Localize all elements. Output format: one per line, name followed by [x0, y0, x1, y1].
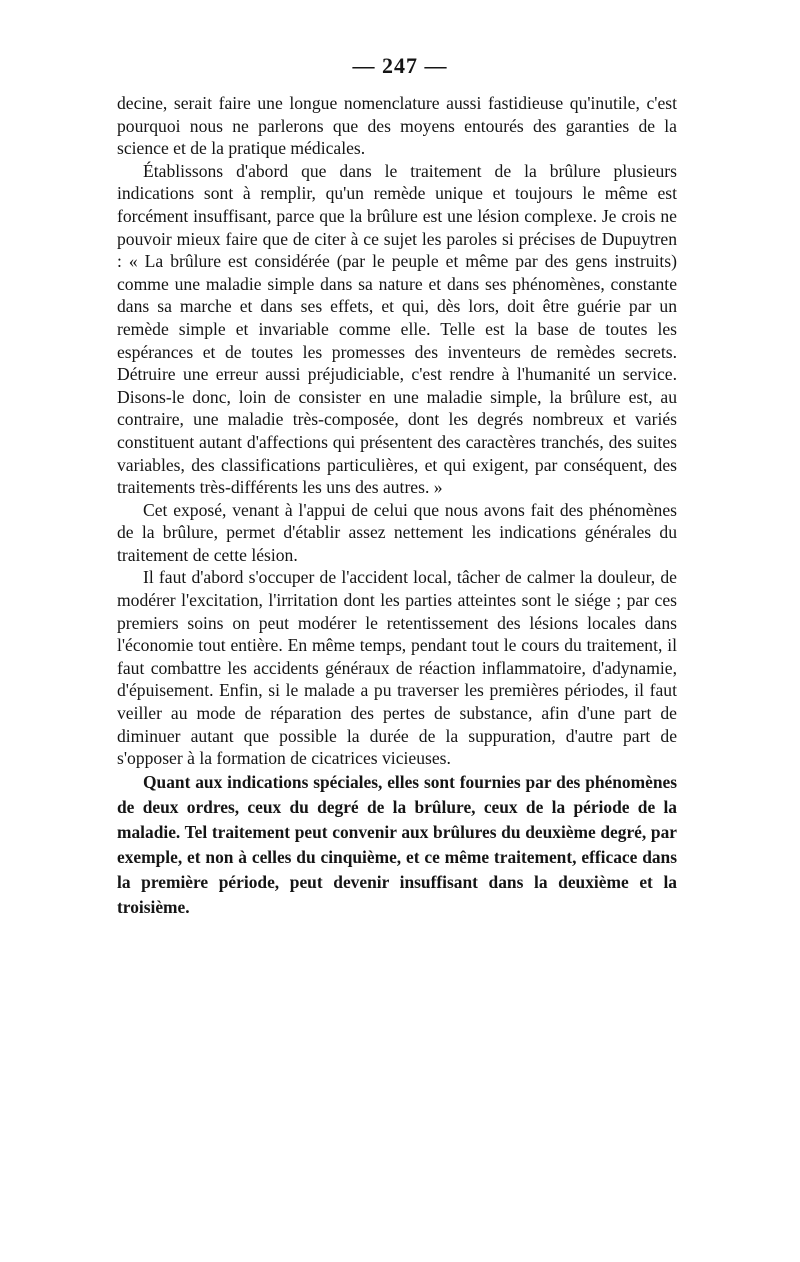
paragraph-5: Quant aux indications spéciales, elles sont fournies par des phénomènes de deux ordres, ceux du degré de la brûlure, ceux de la période de la maladie. Tel traitement peut convenir aux brûlures du deuxième degré, par exemple, et non à celles du cinquième, et ce même traitement, efficace dans la première période, peut devenir insuffisant dans la deuxième et la troisième.: [117, 771, 677, 917]
body-text: [117, 92, 677, 920]
paragraph-4: Il faut d'abord s'occuper de l'accident local, tâcher de calmer la douleur, de modérer l'excitation, l'irritation dont les parties atteintes sont le siége ; par ces premiers soins on peut modérer le retentissement des lésions locales dans l'économie tout entière. En même temps, pendant tout le cours du traitement, il faut combattre les accidents généraux de réaction inflammatoire, d'adynamie, d'épuisement. Enfin, si le malade a pu traverser les premières périodes, il faut veiller au mode de réparation des pertes de substance, afin d'une part de diminuer autant que possible la durée de la suppuration, d'autre part de s'opposer à la formation de cicatrices vicieuses.: [117, 567, 677, 769]
paragraph-3: Cet exposé, venant à l'appui de celui que nous avons fait des phénomènes de la brûlure, permet d'établir assez nettement les indications générales du traitement de cette lésion.: [117, 499, 677, 565]
page-number: — 247 —: [352, 53, 448, 78]
paragraph-1: decine, serait faire une longue nomenclature aussi fastidieuse qu'inutile, c'est pourquoi nous ne parlerons que des moyens entourés des garanties de la science et de la pratique médicales.: [117, 93, 677, 159]
paragraph-2: Établissons d'abord que dans le traitement de la brûlure plusieurs indications sont à remplir, qu'un remède unique et toujours le même est forcément insuffisant, parce que la brûlure est une lésion complexe. Je crois ne pouvoir mieux faire que de citer à ce sujet les paroles si précises de Dupuytren : « La brûlure est considérée (par le peuple et même par des gens instruits) comme une maladie simple dans sa nature et dans ses phénomènes, constante dans sa marche et dans ses effets, et qui, dès lors, doit être guérie par un remède simple et invariable comme elle. Telle est la base de toutes les espérances et de toutes les promesses des inventeurs de remèdes secrets. Détruire une erreur aussi préjudiciable, c'est rendre à l'humanité un service. Disons-le donc, loin de consister en une maladie simple, la brûlure est, au contraire, une maladie très-composée, dont les degrés nombreux et variés constituent autant d'affections qui présentent des caractères tranchés, des suites variables, des classifications particulières, et qui exigent, par conséquent, des traitements très-différents les uns des autres. »: [117, 160, 677, 498]
